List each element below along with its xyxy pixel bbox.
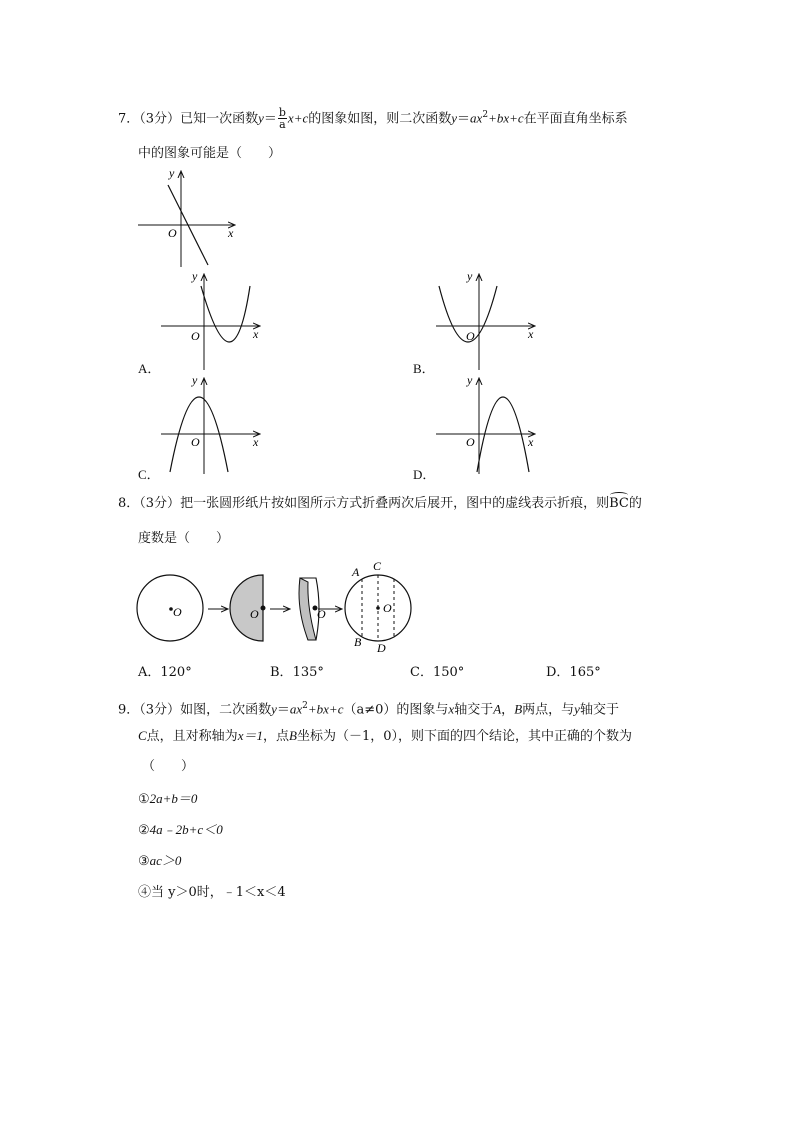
axis-x-label: x	[253, 435, 259, 449]
q7-fraction	[278, 107, 287, 130]
option-value: 165°	[569, 665, 601, 680]
q9-B2: B	[288, 728, 297, 743]
q9-text5: 轴交于	[579, 702, 619, 718]
option-value: 120°	[160, 665, 192, 680]
q9-line3: （ ）	[142, 759, 195, 774]
statement-mark: ③	[138, 854, 150, 869]
axis-y-label: y	[169, 166, 175, 180]
q9-statement-3	[138, 852, 181, 871]
q7-frac-num: b	[278, 106, 286, 120]
q8-folding-diagram	[132, 560, 422, 655]
q7-text2: 的图象如图，则二次函数	[308, 111, 452, 127]
q9-text3: 轴交于	[454, 702, 494, 718]
b-label: B	[354, 635, 362, 649]
q7-quad-sup: 2	[482, 110, 489, 120]
d-label: D	[377, 641, 386, 655]
statement-mark: ④	[138, 885, 152, 900]
c-label: C	[373, 560, 382, 573]
q9-line1	[118, 697, 619, 719]
q7-line2: 中的图象可能是（ ）	[138, 146, 282, 161]
q7-eq2: ＝	[457, 111, 471, 127]
q7-option-b[interactable]: B．	[413, 361, 435, 376]
q8-arc-bc: BC	[609, 496, 629, 511]
axis-y-label: y	[192, 373, 198, 387]
q8-option-b[interactable]	[270, 664, 324, 682]
q9-text4: 两点，与	[522, 702, 575, 718]
o-label: O	[383, 601, 392, 615]
q9-y: y	[271, 701, 277, 717]
statement-mark: ①	[138, 792, 150, 807]
q7-option-a[interactable]: A．	[138, 361, 161, 376]
option-label: A．	[138, 665, 161, 680]
option-value: 150°	[432, 665, 465, 680]
q9-statement-1	[138, 790, 197, 809]
q7-text3: 在平面直角坐标系	[523, 111, 628, 127]
q7-quad-rest: +bx+c	[488, 110, 524, 126]
option-label: C．	[410, 665, 433, 680]
q8-score: （3分）	[139, 496, 181, 511]
q7-option-c-graph	[158, 372, 268, 477]
q7-xc: x+c	[287, 110, 309, 126]
q8-option-c[interactable]	[410, 664, 464, 682]
axis-y-label: y	[467, 373, 473, 387]
q7-option-c[interactable]: C．	[138, 467, 160, 482]
option-label: B．	[270, 665, 293, 680]
q7-option-d[interactable]: D．	[413, 467, 436, 482]
q7-option-d-graph	[433, 372, 543, 477]
q8-line1	[118, 495, 642, 513]
q7-score: （3分）	[139, 111, 181, 127]
o-label: O	[317, 607, 326, 621]
axis-y-label: y	[467, 269, 473, 283]
q9-number: 9．	[118, 702, 140, 718]
axis-y-label: y	[192, 269, 198, 283]
axis-x-label: x	[528, 327, 534, 341]
axis-x-label: x	[253, 327, 259, 341]
a-label: A	[352, 565, 360, 579]
origin-label: O	[191, 435, 200, 449]
q9-comma: ，	[501, 702, 515, 718]
q9-x: x	[448, 701, 455, 717]
q9-cond: （a≠0）	[343, 702, 397, 718]
statement-text: 4a﹣2b+c＜0	[149, 822, 223, 837]
q7-eq: ＝	[263, 111, 277, 127]
q7-y: y	[258, 110, 264, 126]
q9-eq: ＝	[276, 702, 290, 718]
q9-line2-text3: 坐标为（－1，0），则下面的四个结论，其中正确的个数为	[296, 729, 632, 744]
axis-x-label: x	[528, 435, 534, 449]
origin-label: O	[466, 435, 475, 449]
q7-text1: 已知一次函数	[180, 111, 259, 127]
q7-number: 7．	[118, 111, 140, 127]
q9-text2: 的图象与	[396, 702, 449, 718]
origin-label: O	[168, 226, 177, 240]
option-value: 135°	[292, 665, 324, 680]
q8-number: 8．	[118, 496, 140, 511]
q7-option-a-graph	[158, 268, 268, 373]
statement-text: ac＞0	[149, 853, 182, 868]
statement-mark: ②	[138, 823, 150, 838]
q9-B: B	[514, 701, 523, 717]
q8-text2: 的	[628, 496, 642, 511]
q8-text1: 把一张圆形纸片按如图所示方式折叠两次后展开，图中的虚线表示折痕，则	[180, 496, 610, 511]
q8-line2: 度数是（ ）	[138, 531, 230, 546]
q9-score: （3分）	[139, 702, 181, 718]
q7-frac-den: a	[279, 118, 286, 132]
q9-line2	[138, 727, 632, 746]
o-label: O	[173, 605, 182, 619]
parabola-a	[201, 286, 250, 342]
q9-text1: 如图，二次函数	[180, 702, 272, 718]
q9-statement-2	[138, 821, 223, 840]
q9-quad-rest: +bx+c	[307, 701, 344, 717]
q7-option-b-graph	[433, 268, 543, 373]
q8-option-d[interactable]	[546, 664, 601, 682]
q7-y2: y	[451, 110, 458, 126]
statement-text: 2a+b＝0	[149, 791, 198, 806]
q9-A: A	[493, 701, 502, 717]
q7-line1	[118, 106, 628, 130]
origin-label: O	[466, 329, 475, 343]
q9-quad-sup: 2	[302, 701, 308, 711]
o-label: O	[250, 607, 259, 621]
axis-x-label: x	[228, 226, 234, 240]
q9-y2: y	[574, 701, 580, 717]
q7-linear-graph	[135, 165, 245, 270]
q9-statement-4	[138, 884, 286, 902]
q7-quad-a: ax	[470, 110, 483, 126]
q9-axis-eq: x＝1	[237, 728, 263, 743]
q9-C: C	[138, 728, 147, 743]
q9-line2-text2: ，点	[262, 729, 289, 744]
statement-text: 当 y＞0时，﹣1＜x＜4	[151, 885, 286, 900]
q9-line2-text: 点，且对称轴为	[146, 729, 238, 744]
origin-label: O	[191, 329, 200, 343]
q8-option-a[interactable]	[138, 664, 192, 682]
q9-quad-a: ax	[289, 701, 303, 717]
option-label: D．	[546, 665, 570, 680]
